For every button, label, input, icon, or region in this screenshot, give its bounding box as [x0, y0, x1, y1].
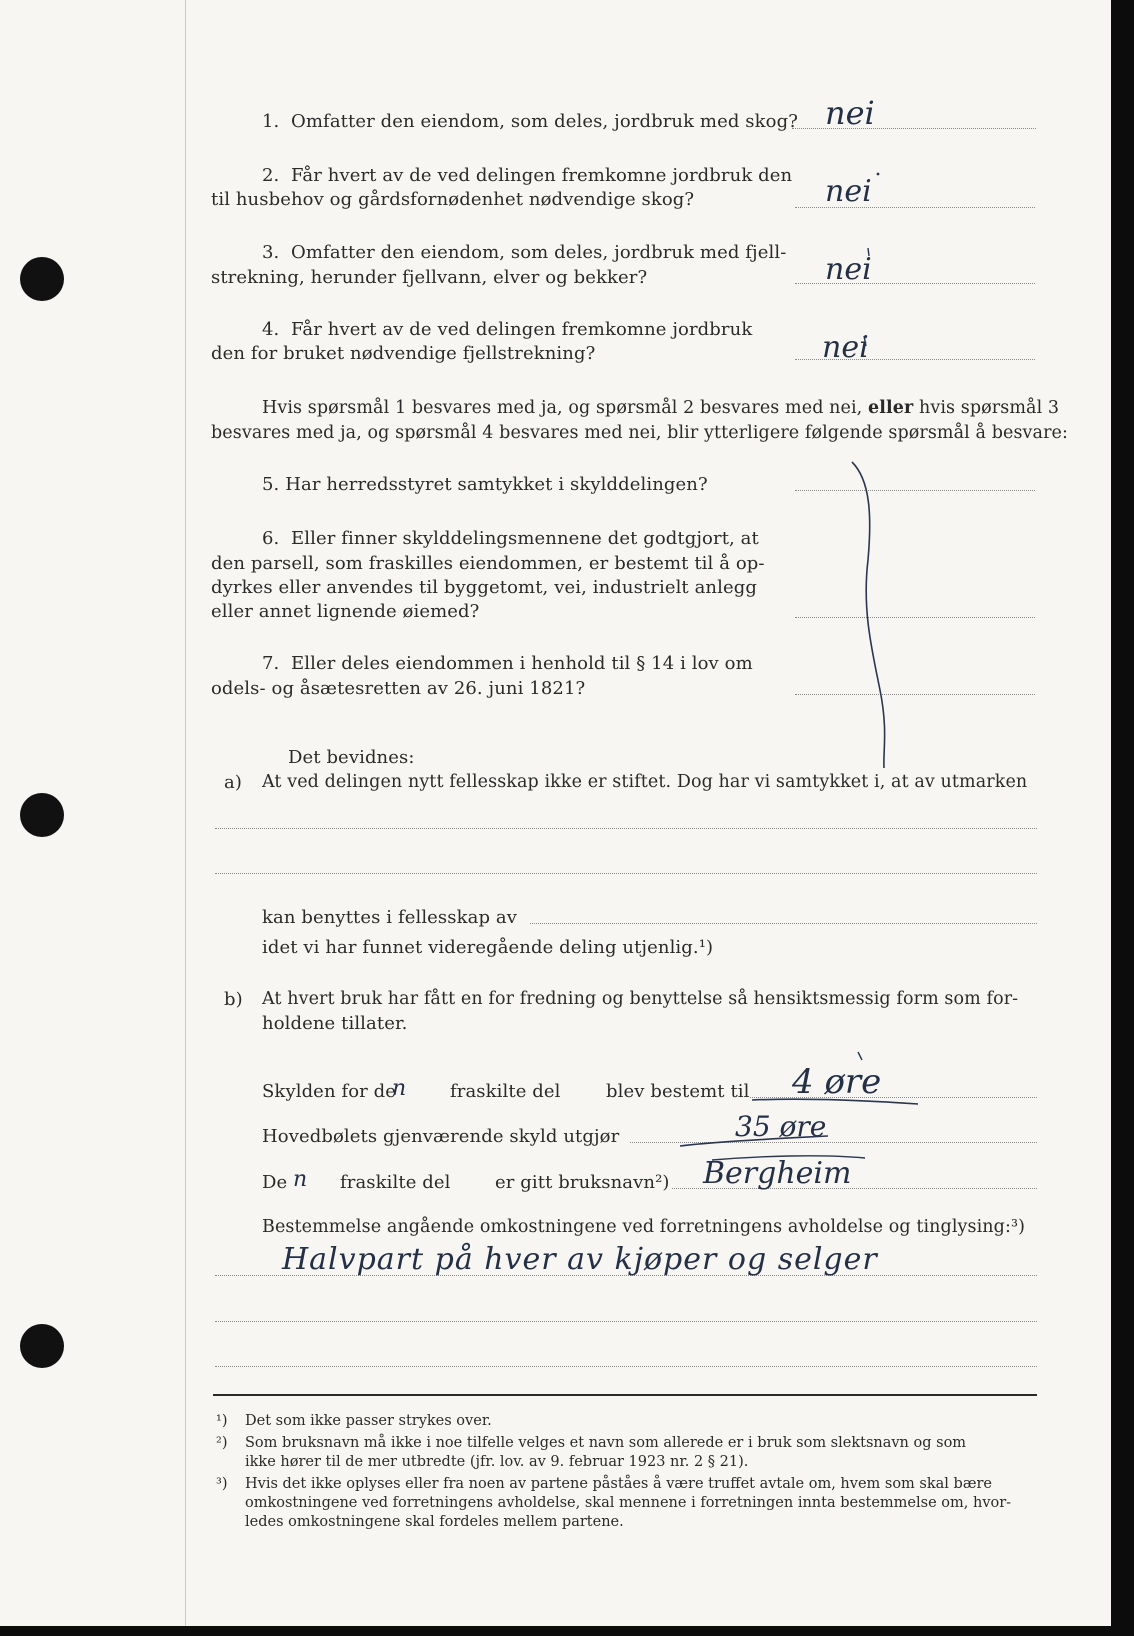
- bruk-label-b: fraskilte del: [340, 1172, 451, 1193]
- footnote-2-line-2: ikke hører til de mer utbredte (jfr. lov. av 9. februar 1923 nr. 2 § 21).: [245, 1454, 749, 1470]
- answer-1: nei: [825, 94, 875, 132]
- footnote-1-line-1: Det som ikke passer strykes over.: [245, 1413, 492, 1429]
- attest-a-text: At ved delingen nytt fellesskap ikke er stiftet. Dog har vi samtykket i, at av utmarken: [262, 772, 1028, 792]
- attest-a-line-3: idet vi har funnet videregående deling utjenlig.¹): [262, 937, 714, 958]
- question-2-line-1: 2. Får hvert av de ved delingen fremkomne jordbruk den: [262, 165, 793, 186]
- question-7-line-1: 7. Eller deles eiendommen i henhold til § 14 i lov om: [262, 653, 753, 674]
- question-6-line-3: dyrkes eller anvendes til byggetomt, vei, industrielt anlegg: [211, 577, 757, 598]
- attest-b-text-2: holdene tillater.: [262, 1013, 408, 1034]
- attest-heading: Det bevidnes:: [288, 747, 415, 768]
- question-7-line-2: odels- og åsætesretten av 26. juni 1821?: [211, 678, 586, 699]
- bruk-value: Bergheim: [703, 1156, 852, 1191]
- tick-stroke: [868, 248, 869, 256]
- answer-2: nei: [825, 174, 872, 209]
- bruk-hand-n: n: [293, 1167, 308, 1192]
- tick-dot: [877, 173, 880, 176]
- answer-4: nei: [822, 330, 869, 365]
- underline-stroke: [752, 1099, 918, 1104]
- question-1: 1. Omfatter den eiendom, som deles, jordbruk med skog?: [262, 111, 798, 132]
- skyld-hand-n: n: [392, 1076, 407, 1101]
- attest-b-text-1: At hvert bruk har fått en for fredning og benyttelse så hensiktsmessig form som for-: [262, 989, 1019, 1009]
- question-3-line-2: strekning, herunder fjellvann, elver og bekker?: [211, 267, 648, 288]
- footnote-3-line-3: ledes omkostningene skal fordeles mellem partene.: [245, 1514, 624, 1530]
- tick-stroke: [864, 336, 866, 346]
- attest-b-label: b): [224, 989, 243, 1010]
- underline-stroke: [712, 1156, 865, 1160]
- skyld-label-b: fraskilte del: [450, 1081, 561, 1102]
- question-6-line-1: 6. Eller finner skylddelingsmennene det godtgjort, at: [262, 528, 759, 549]
- bruk-label-c: er gitt bruksnavn²): [495, 1172, 670, 1193]
- skyld-value: 4 øre: [792, 1062, 882, 1102]
- hoved-label: Hovedbølets gjenværende skyld utgjør: [262, 1126, 620, 1147]
- skyld-label-c: blev bestemt til: [606, 1081, 750, 1102]
- question-4-line-2: den for bruket nødvendige fjellstrekning?: [211, 343, 596, 364]
- question-5: 5. Har herredsstyret samtykket i skylddelingen?: [262, 474, 708, 495]
- question-6-line-2: den parsell, som fraskilles eiendommen, er bestemt til å op-: [211, 553, 765, 574]
- question-3-line-1: 3. Omfatter den eiendom, som deles, jordbruk med fjell-: [262, 242, 787, 263]
- footnote-2-mark: ²): [216, 1435, 228, 1451]
- skyld-label-a: Skylden for de: [262, 1081, 397, 1102]
- attest-a-label: a): [224, 772, 242, 793]
- attest-a-line-2: kan benyttes i fellesskap av: [262, 907, 517, 928]
- question-6-line-4: eller annet lignende øiemed?: [211, 601, 480, 622]
- footnote-3-line-1: Hvis det ikke oplyses eller fra noen av partene påståes å være truffet avtale om, hvem som skal bære: [245, 1476, 992, 1492]
- footnote-1-mark: ¹): [216, 1413, 228, 1429]
- footnote-3-line-2: omkostningene ved forretningens avholdelse, skal mennene i forretningen innta bestemmelse om, hvor-: [245, 1495, 1012, 1511]
- tick-stroke: [858, 1052, 862, 1060]
- answer-3: nei: [825, 252, 872, 287]
- conditional-line-1: Hvis spørsmål 1 besvares med ja, og spørsmål 2 besvares med nei, eller hvis spørsmål 3: [262, 398, 1060, 418]
- question-4-line-1: 4. Får hvert av de ved delingen fremkomne jordbruk: [262, 319, 753, 340]
- conditional-line-2: besvares med ja, og spørsmål 4 besvares med nei, blir ytterligere følgende spørsmål å besvare:: [211, 423, 1068, 443]
- footnote-2-line-1: Som bruksnavn må ikke i noe tilfelle velges et navn som allerede er i bruk som slektsnavn og som: [245, 1435, 967, 1451]
- underline-stroke: [680, 1136, 828, 1146]
- omk-value: Halvpart på hver av kjøper og selger: [282, 1242, 878, 1277]
- footnote-3-mark: ³): [216, 1476, 228, 1492]
- question-2-line-2: til husbehov og gårdsfornødenhet nødvendige skog?: [211, 189, 695, 210]
- hoved-value: 35 øre: [735, 1110, 827, 1143]
- omk-label: Bestemmelse angående omkostningene ved forretningens avholdelse og tinglysing:³): [262, 1217, 1025, 1237]
- bruk-label-a: De: [262, 1172, 288, 1193]
- bracket-stroke: [852, 462, 885, 768]
